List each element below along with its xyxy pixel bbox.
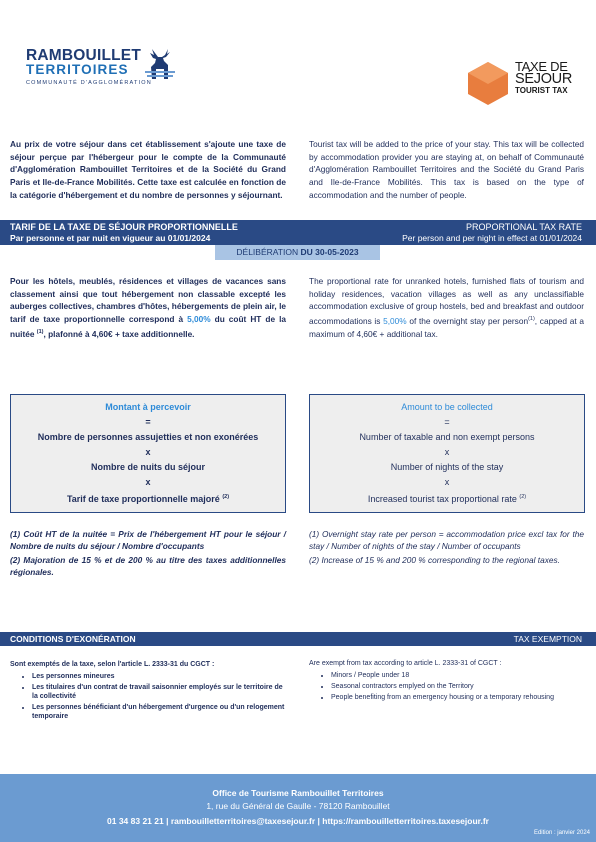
rate-band [0,220,596,245]
rate-subtitle-fr: Par personne et par nuit en vigueur au 01/01/2024 [10,233,211,243]
deliberation-date: DU 30-05-2023 [300,247,359,257]
rate-fr-c: , plafonné à 4,60€ + taxe additionnelle. [43,328,195,339]
formula-fr-title: Montant à percevoir [105,402,191,412]
rate-text-english [309,275,584,340]
footer-edition: Edition : janvier 2024 [533,830,590,836]
formula-fr-equals: = [145,417,151,427]
formula-fr-times2: x [145,477,151,487]
rate-fr-a: Pour les hôtels, meublés, résidences et villages de vacances sans classement ainsi que tout hébergement non classable excepté les auberges collectives, chambres d'hôtes, hébergements de plein air, le tarif de taxe proportionnelle correspond à [10,276,286,325]
rate-text-french [10,275,286,340]
formula-fr-line3-wrap [11,490,285,507]
rate-fr-value: 5,00% [187,314,211,325]
formula-fr-line1: Nombre de personnes assujetties et non exonérées [37,432,259,442]
formula-fr-line3-sup: (2) [222,494,230,500]
list-item: • Les titulaires d'un contrat de travail saisonnier employés sur le territoire de la collectivité [32,683,286,701]
rate-en-b: of the overnight stay per person [406,315,529,326]
logo-line-3: COMMUNAUTÉ D'AGGLOMÉRATION [26,80,152,86]
footer [0,774,596,842]
deliberation-prefix: DÉLIBÉRATION [236,247,301,257]
rate-en-value: 5,00% [383,315,407,326]
rate-en-a: The proportional rate for unranked hotels, furnished flats of tourism and holiday residences, vacation villages as well as any unclassifiable accommodation exclusive of group hostels, bed and breakfast and outdoor accommodations is [309,276,584,326]
note-en-1: (1) Overnight stay rate per person = accommodation price excl tax for the stay / Number of nights of the stay / Number of occupants [309,529,584,551]
formula-fr-times1: x [145,447,151,457]
note-fr-2: (2) Majoration de 15 % et de 200 % au titre des taxes additionnelles régionales. [10,555,286,577]
notes-french [10,528,286,580]
note-fr-1: (1) Coût HT de la nuitée = Prix de l'hébergement HT pour le séjour / Nombre de nuits du séjour / Nombre d'occupants [10,529,286,551]
exemption-en-list [309,671,584,702]
formula-en-line3: Increased tourist tax proportional rate [367,494,520,504]
list-item: • People benefiting from an emergency housing or a temporary rehousing [331,693,584,702]
list-item: • Les personnes mineures [32,672,286,681]
exemption-title-en: TAX EXEMPTION [513,634,582,644]
list-item: • Seasonal contractors emplyed on the Territory [331,682,584,691]
hexagon-icon [466,60,510,106]
formula-en-times2: x [444,477,450,487]
formula-en-line3-wrap [310,490,584,507]
tax-logo-line-3: TOURIST TAX [515,86,568,95]
intro-english: Tourist tax will be added to the price of your stay. This tax will be collected by accommodation provider you are staying at, on behalf of Communauté d'Agglomération Rambouillet Territoires and the Société du Grand Paris and Ile-de-France Mobilités. This tax is based on the type of accommodation and the number of people. [309,139,584,200]
tax-logo-line-1: TAXE DE [515,59,568,74]
intro-french: Au prix de votre séjour dans cet établissement s'ajoute une taxe de séjour perçue par l'hébergeur pour le compte de la Communauté d'Agglomération Rambouillet Territoires et de la Société du Grand Paris et Ile-de-France Mobilités. Cette taxe est calculée en fonction de la catégorie d'hébergement et du nombre de personnes y séjournant. [10,139,286,200]
deliberation-badge [215,245,380,260]
formula-en-times1: x [444,447,450,457]
tax-logo [515,60,572,96]
formula-en-line1: Number of taxable and non exempt persons [359,432,535,442]
tax-logo-line-2: SÉJOUR [515,71,573,87]
formula-fr-line3: Tarif de taxe proportionnelle majoré [66,494,223,504]
rambouillet-logo [26,48,152,86]
formula-en-line2: Number of nights of the stay [390,462,504,472]
formula-en-title: Amount to be collected [401,402,493,412]
logo-line-2: TERRITOIRES [26,62,129,77]
footer-contact: 01 34 83 21 21 | rambouilletterritoires@taxesejour.fr | https://rambouilletterritoires.taxesejour.fr [107,816,489,826]
rate-title-en: PROPORTIONAL TAX RATE [465,222,582,232]
footer-address: 1, rue du Général de Gaulle - 78120 Rambouillet [206,801,390,811]
list-item: • Minors / People under 18 [331,671,584,680]
formula-en-equals: = [444,417,450,427]
formula-box-french [10,394,286,513]
rate-title-fr: TARIF DE LA TAXE DE SÉJOUR PROPORTIONNELLE [10,222,238,232]
exemption-en-intro: Are exempt from tax according to article L. 2333-31 of CGCT : [309,660,502,667]
notes-english [309,528,584,568]
formula-fr-line2: Nombre de nuits du séjour [90,462,205,472]
exemption-title-fr: CONDITIONS D'EXONÉRATION [10,634,136,644]
exemption-french [10,660,286,723]
logo-line-1: RAMBOUILLET [26,47,141,64]
note-en-2: (2) Increase of 15 % and 200 % corresponding to the regional taxes. [309,555,560,565]
exemption-fr-list [10,672,286,721]
rate-fr-b: du coût HT de la nuitée [10,314,286,339]
formula-box-english [309,394,585,513]
list-item: • Les personnes bénéficiant d'un hébergement d'urgence ou d'un relogement temporaire [32,703,286,721]
formula-en-line3-sup: (2) [519,494,527,500]
rate-en-sup: (1) [528,316,535,323]
exemption-fr-intro: Sont exemptés de la taxe, selon l'article L. 2333-31 du CGCT : [10,661,215,668]
rate-subtitle-en: Per person and per night in effect at 01/01/2024 [402,233,582,243]
exemption-english [309,659,584,704]
rate-en-c: , capped at a maximum of 4,60€ + additional tax. [309,315,584,339]
rate-fr-sup: (1) [36,328,44,335]
deer-icon [144,47,176,81]
footer-office-name: Office de Tourisme Rambouillet Territoires [212,788,384,798]
exemption-band [0,632,596,646]
